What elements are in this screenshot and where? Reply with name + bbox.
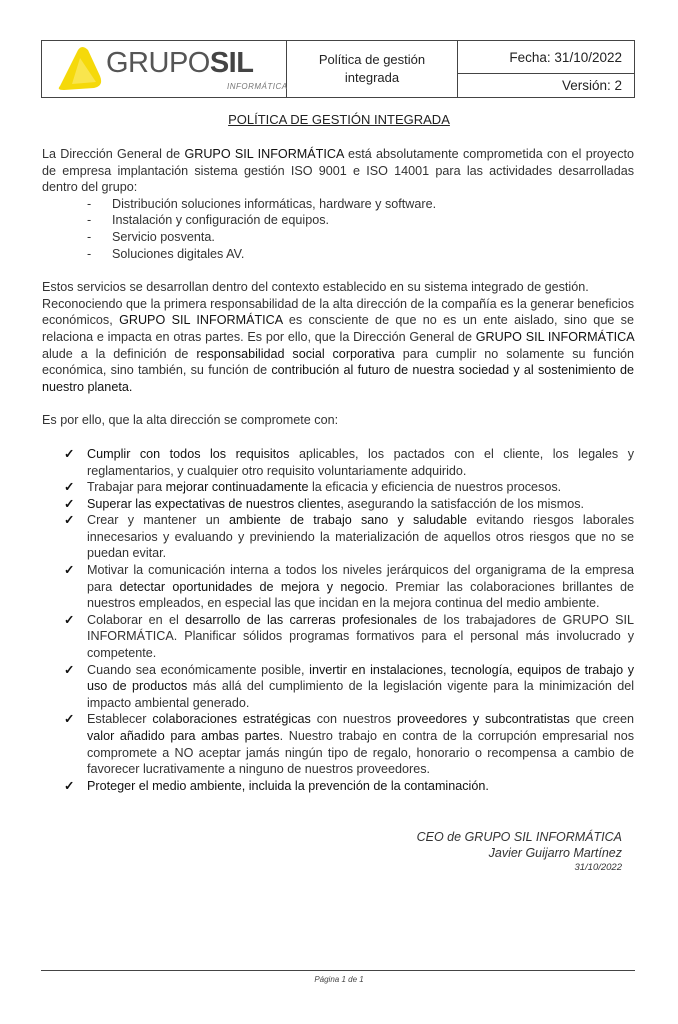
list-item: - Soluciones digitales AV. bbox=[87, 246, 634, 263]
page-number: Página 1 de 1 bbox=[314, 975, 364, 984]
header-meta bbox=[458, 41, 634, 97]
context-paragraph: Reconociendo que la primera responsabilidad de la alta dirección de la compañía es la generar beneficios económicos, GRUPO SIL INFORMÁTICA es consciente de que no es un ente aislado, sino que se relaciona e impacta en otras partes. Es por ello, que la Dirección General de GRUPO SIL INFORMÁTICA alude a la definición de responsabilidad social corporativa para cumplir no solamente su función económica, sino también, su función de contribución al futuro de nuestra sociedad y al sostenimiento de nuestro planeta. bbox=[42, 296, 635, 394]
signature-date: 31/10/2022 bbox=[574, 862, 622, 873]
document-title: POLÍTICA DE GESTIÓN INTEGRADA bbox=[228, 112, 450, 127]
signature-role: CEO de GRUPO SIL INFORMÁTICA bbox=[416, 830, 622, 844]
list-item: ✓ Cuando sea económicamente posible, invertir en instalaciones, tecnología, equipos de trabajo y uso de productos más allá del cumplimiento de la legislación vigente para la minimización del impacto ambiental generado. bbox=[64, 662, 634, 712]
signature-name: Javier Guijarro Martínez bbox=[488, 846, 622, 860]
list-item: ✓ Proteger el medio ambiente, incluida la prevención de la contaminación. bbox=[64, 778, 634, 795]
document-header bbox=[41, 40, 635, 98]
company-logo bbox=[42, 41, 287, 97]
list-item: - Distribución soluciones informáticas, hardware y software. bbox=[87, 196, 634, 213]
list-item: ✓ Crear y mantener un ambiente de trabajo sano y saludable evitando riesgos laborales innecesarios y evaluando y previniendo la materialización de aquellos otros riesgos que no se puedan evitar. bbox=[64, 512, 634, 562]
header-date: Fecha: 31/10/2022 bbox=[458, 41, 634, 74]
list-item: - Servicio posventa. bbox=[87, 229, 634, 246]
footer-divider bbox=[41, 970, 635, 971]
list-item: ✓ Motivar la comunicación interna a todos los niveles jerárquicos del organigrama de la empresa para detectar oportunidades de mejora y negocio. Premiar las colaboraciones brillantes de nuestros empleados, en especial las que incidan en la mejora continua del medio ambiente. bbox=[64, 562, 634, 612]
logo-subtitle: INFORMÁTICA bbox=[227, 82, 288, 91]
list-item: ✓ Colaborar en el desarrollo de las carreras profesionales de los trabajadores de GRUPO SIL INFORMÁTICA. Planificar sólidos programas formativos para el personal más involucrado y competente. bbox=[64, 612, 634, 662]
activities-list bbox=[87, 196, 634, 262]
commitments-list bbox=[64, 446, 634, 794]
list-item: ✓ Superar las expectativas de nuestros clientes, asegurando la satisfacción de los mismos. bbox=[64, 496, 634, 513]
header-version: Versión: 2 bbox=[561, 78, 622, 93]
logo-mark-icon bbox=[54, 46, 104, 92]
context-line: Estos servicios se desarrollan dentro del contexto establecido en su sistema integrado de gestión. bbox=[42, 280, 589, 295]
logo-wordmark: GRUPOSIL bbox=[106, 47, 254, 79]
list-item: ✓ Cumplir con todos los requisitos aplicables, los pactados con el cliente, los legales y reglamentarios, y cualquier otro requisito voluntariamente adquirido. bbox=[64, 446, 634, 479]
header-title: Política de gestión integrada bbox=[287, 41, 458, 97]
document-body bbox=[42, 146, 634, 794]
list-item: ✓ Establecer colaboraciones estratégicas con nuestros proveedores y subcontratistas que creen valor añadido para ambas partes. Nuestro trabajo en contra de la corrupción empresarial nos compromete a NO aceptar jamás ningún tipo de regalo, honorario o recompensa a cambio de favorecer lucrativamente a ninguno de nuestros proveedores. bbox=[64, 711, 634, 777]
list-item: ✓ Trabajar para mejorar continuadamente la eficacia y eficiencia de nuestros procesos. bbox=[64, 479, 634, 496]
list-item: - Instalación y configuración de equipos. bbox=[87, 212, 634, 229]
signature-block bbox=[417, 830, 622, 873]
commitments-intro: Es por ello, que la alta dirección se compromete con: bbox=[42, 413, 339, 428]
intro-paragraph: La Dirección General de GRUPO SIL INFORMÁTICA está absolutamente comprometida con el proyecto de empresa implantación sistema gestión ISO 9001 e ISO 14001 para las actividades desarrolladas dentro del grupo: bbox=[42, 147, 634, 195]
